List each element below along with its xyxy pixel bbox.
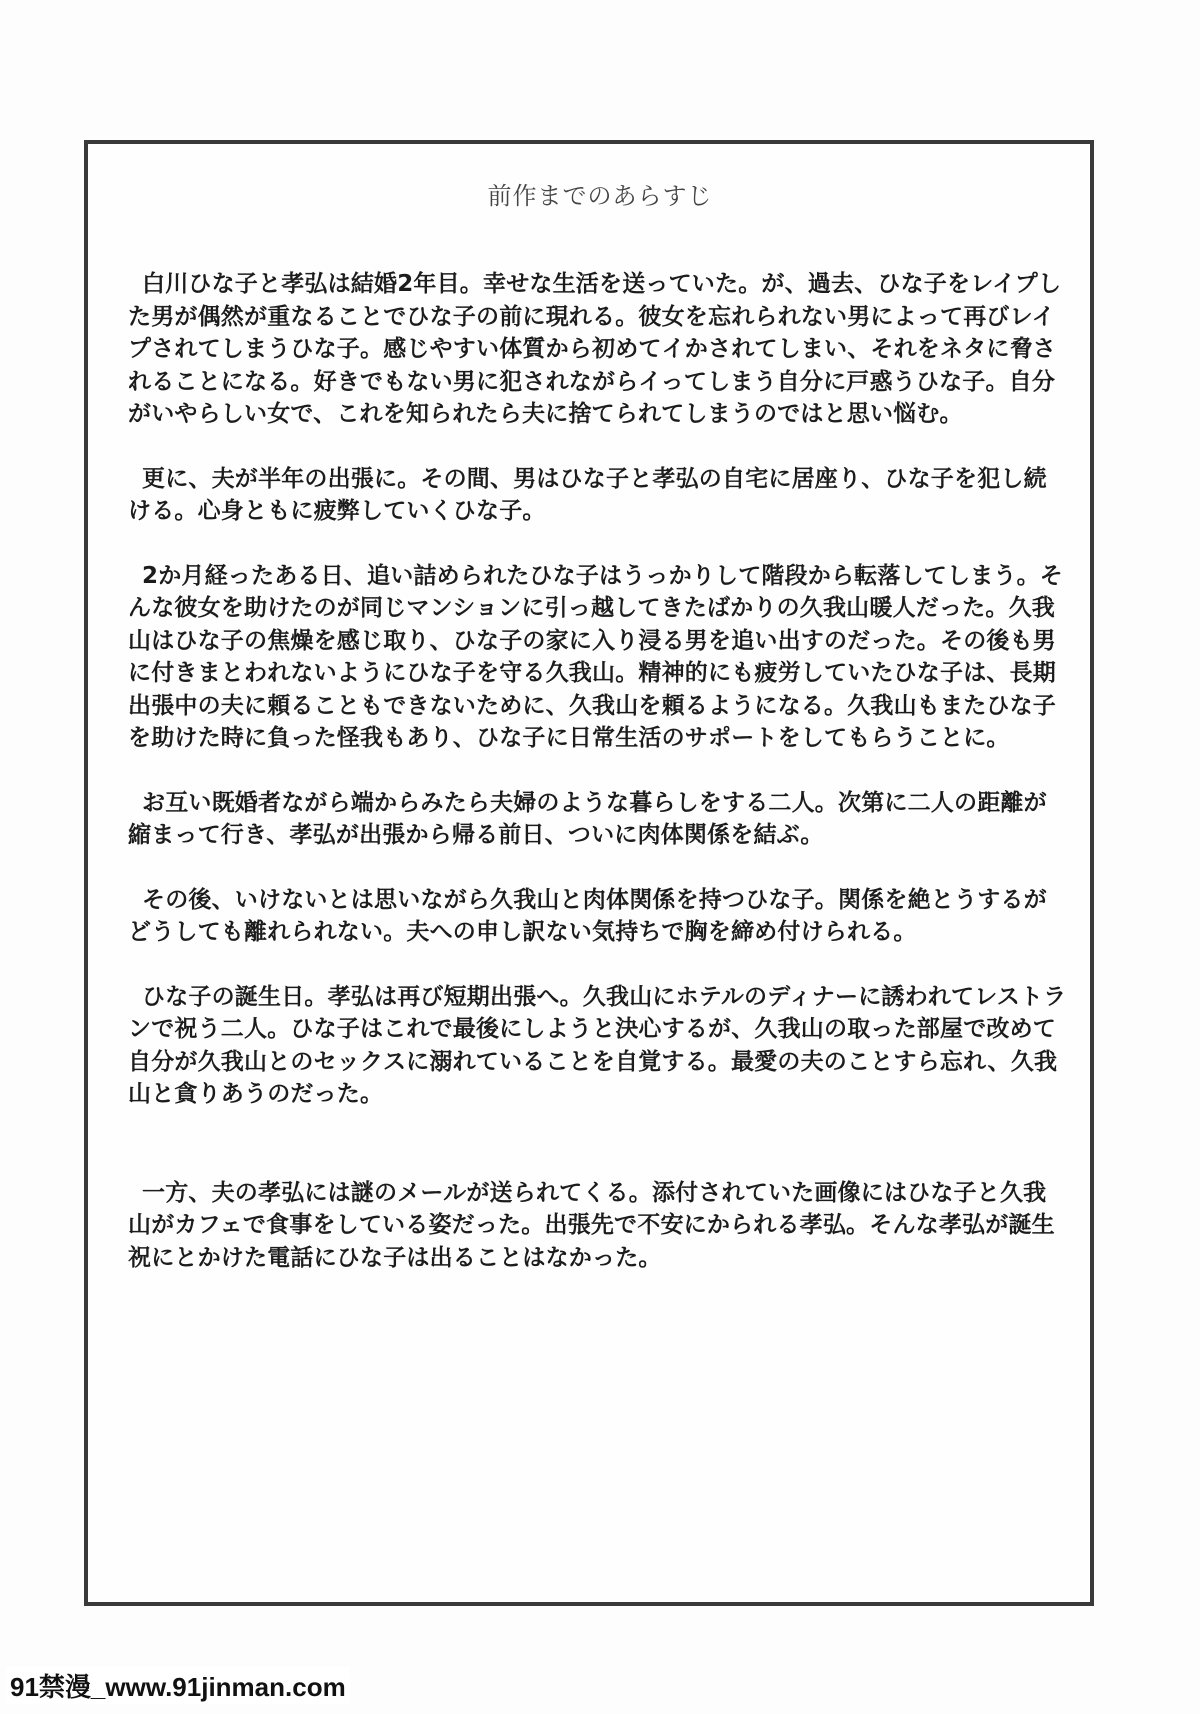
site-watermark: 91禁漫_www.91jinman.com [6, 1667, 350, 1704]
synopsis-paragraph-1 [128, 268, 1068, 431]
synopsis-body [128, 268, 1068, 1274]
paragraph-text: ひな子の誕生日。孝弘は再び短期出張へ。久我山にホテルのディナーに誘われてレストランで祝う二人。ひな子はこれで最後にしようと決心するが、久我山の取った部屋で改めて自分が久我山とのセックスに溺れていることを自覚する。最愛の夫のことすら忘れ、久我山と貪りあうのだった。 [128, 983, 1067, 1107]
paragraph-text: 更に、夫が半年の出張に。その間、男はひな子と孝弘の自宅に居座り、ひな子を犯し続ける。心身ともに疲弊していくひな子。 [128, 465, 1047, 524]
page-title: 前作までのあらすじ [487, 182, 713, 210]
synopsis-paragraph-2 [128, 463, 1068, 528]
synopsis-paragraph-3 [128, 560, 1068, 755]
synopsis-paragraph-5 [128, 884, 1068, 949]
synopsis-paragraph-7 [128, 1177, 1068, 1275]
synopsis-paragraph-4 [128, 787, 1068, 852]
paragraph-text: 一方、夫の孝弘には謎のメールが送られてくる。添付されていた画像にはひな子と久我山がカフェで食事をしている姿だった。出張先で不安にかられる孝弘。そんな孝弘が誕生祝にとかけた電話にひな子は出ることはなかった。 [128, 1179, 1055, 1271]
paragraph-text: お互い既婚者ながら端からみたら夫婦のような暮らしをする二人。次第に二人の距離が縮まって行き、孝弘が出張から帰る前日、ついに肉体関係を結ぶ。 [128, 789, 1047, 848]
paragraph-text: 白川ひな子と孝弘は結婚2年目。幸せな生活を送っていた。が、過去、ひな子をレイプした男が偶然が重なることでひな子の前に現れる。彼女を忘れられない男によって再びレイプされてしまうひな子。感じやすい体質から初めてイかされてしまい、それをネタに脅されることになる。好きでもない男に犯されながらイってしまう自分に戸惑うひな子。自分がいやらしい女で、これを知られたら夫に捨てられてしまうのではと思い悩む。 [128, 271, 1062, 427]
paragraph-text: 2か月経ったある日、追い詰められたひな子はうっかりして階段から転落してしまう。そんな彼女を助けたのが同じマンションに引っ越してきたばかりの久我山暖人だった。久我山はひな子の焦燥を感じ取り、ひな子の家に入り浸る男を追い出すのだった。その後も男に付きまとわれないようにひな子を守る久我山。精神的にも疲労していたひな子は、長期出張中の夫に頼ることもできないために、久我山を頼るようになる。久我山もまたひな子を助けた時に負った怪我もあり、ひな子に日常生活のサポートをしてもらうことに。 [128, 562, 1064, 751]
paragraph-text: その後、いけないとは思いながら久我山と肉体関係を持つひな子。関係を絶とうするがどうしても離れられない。夫への申し訳ない気持ちで胸を締め付けられる。 [128, 886, 1047, 945]
synopsis-paragraph-6 [128, 981, 1068, 1111]
